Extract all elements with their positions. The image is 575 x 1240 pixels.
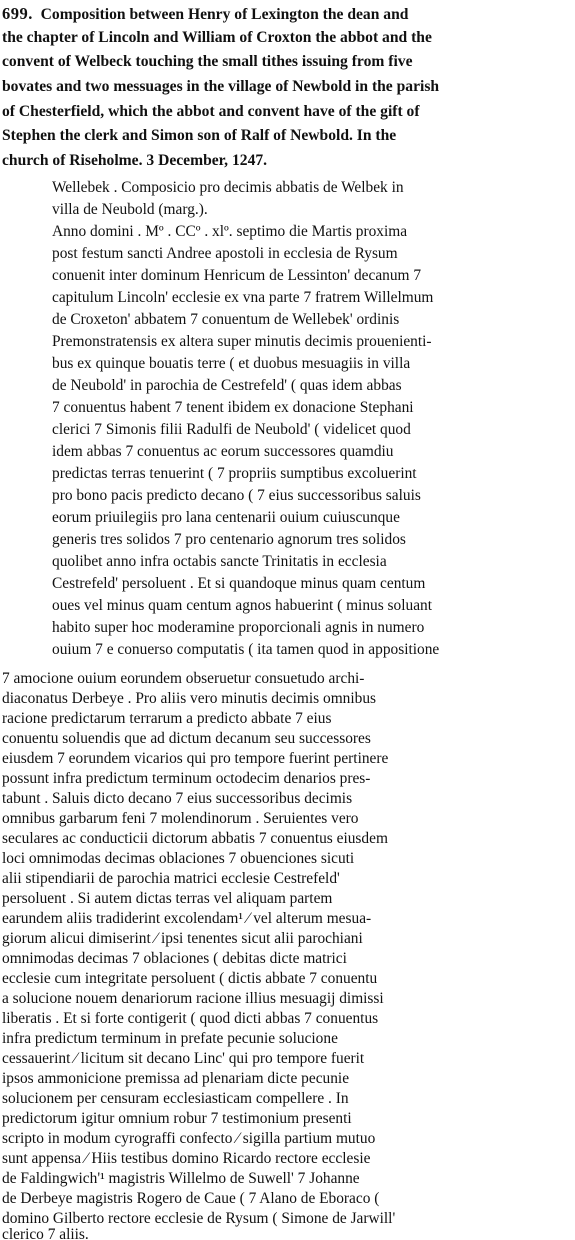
heading-line: the chapter of Lincoln and William of Croxton the abbot and the xyxy=(2,29,432,46)
text-line: giorum alicui dimiserint ⁄ ipsi tenentes sicut alii parochiani xyxy=(2,930,363,947)
text-line: persoluent . Si autem dictas terras vel aliquam partem xyxy=(2,890,333,907)
text-line: solucionem per censuram ecclesiasticam compellere . In xyxy=(2,1090,349,1107)
text-line: a solucione nouem denariorum racione illius mesuagij dimissi xyxy=(2,990,384,1007)
text-line: conuenit inter dominum Henricum de Lessinton' decanum 7 xyxy=(52,267,422,284)
heading-line: church of Riseholme. 3 December, 1247. xyxy=(2,152,268,169)
text-line: Premonstratensis ex altera super minutis decimis prouenienti- xyxy=(52,333,432,350)
text-line: de Neubold' in parochia de Cestrefeld' ( quas idem abbas xyxy=(52,377,402,394)
text-line: de Faldingwich'¹ magistris Willelmo de Suwell' 7 Johanne xyxy=(2,1170,360,1187)
text-line: quolibet anno infra octabis sancte Trinitatis in ecclesia xyxy=(52,553,387,570)
text-line: infra predictum terminum in prefate pecunie solucione xyxy=(2,1030,338,1047)
text-line: ouium 7 e conuerso computatis ( ita tamen quod in appositione xyxy=(52,641,440,658)
text-line: ipsos ammonicione premissa ad plenariam dicte pecunie xyxy=(2,1070,350,1087)
text-line: Cestrefeld' persoluent . Et si quandoque minus quam centum xyxy=(52,575,426,592)
text-line: alii stipendiarii de parochia matrici ecclesie Cestrefeld' xyxy=(2,870,340,887)
heading-line: 699. Composition between Henry of Lexington the dean and xyxy=(2,4,409,23)
text-line: eiusdem 7 eorundem vicarios qui pro tempore fuerint pertinere xyxy=(2,750,389,767)
text-line: 7 conuentus habent 7 tenent ibidem ex donacione Stephani xyxy=(52,399,414,416)
heading-line: of Chesterfield, which the abbot and convent have of the gift of xyxy=(2,103,420,120)
text-line: racione predictarum terrarum a predicto abbate 7 eius xyxy=(2,710,332,727)
text-line: Anno domini . Mº . CCº . xlº. septimo die Martis proxima xyxy=(52,223,408,240)
text-line: idem abbas 7 conuentus ac eorum successores quamdiu xyxy=(52,443,394,460)
text-line: post festum sancti Andree apostoli in ecclesia de Rysum xyxy=(52,245,398,262)
text-line: pro bono pacis predicto decano ( 7 eius successoribus saluis xyxy=(52,487,421,504)
text-line: Wellebek . Composicio pro decimis abbatis de Welbek in xyxy=(52,179,404,196)
text-line: eorum priuilegiis pro lana centenarii ouium cuiuscunque xyxy=(52,509,400,526)
text-line: seculares ac conducticii dictorum abbatis 7 conuentus eiusdem xyxy=(2,830,388,847)
text-line: omnibus garbarum feni 7 molendinorum . Seruientes vero xyxy=(2,810,359,827)
text-line: scripto in modum cyrograffi confecto ⁄ sigilla partium mutuo xyxy=(2,1130,376,1147)
text-line: clerico 7 aliis. xyxy=(2,1226,89,1240)
heading-line: Stephen the clerk and Simon son of Ralf of Newbold. In the xyxy=(2,127,397,144)
text-line: predictas terras tenuerint ( 7 propriis sumptibus excoluerint xyxy=(52,465,417,482)
text-line: loci omnimodas decimas oblaciones 7 obuenciones sicuti xyxy=(2,850,355,867)
text-line: generis tres solidos 7 pro centenario agnorum tres solidos xyxy=(52,531,406,548)
text-line: diaconatus Derbeye . Pro aliis vero minutis decimis omnibus xyxy=(2,690,377,707)
heading-line: convent of Welbeck touching the small tithes issuing from five xyxy=(2,53,413,70)
text-line: possunt infra predictum terminum octodecim denarios pres- xyxy=(2,770,371,787)
entry-number: 699. xyxy=(2,4,33,23)
text-line: conuentu soluendis que ad dictum decanum seu successores xyxy=(2,730,371,747)
text-line: tabunt . Saluis dicto decano 7 eius successoribus decimis xyxy=(2,790,353,807)
text-line: capitulum Lincoln' ecclesie ex vna parte 7 fratrem Willelmum xyxy=(52,289,434,306)
text-line: clerici 7 Simonis filii Radulfi de Neubold' ( videlicet quod xyxy=(52,421,411,438)
text-line: bus ex quinque bouatis terre ( et duobus mesuagiis in villa xyxy=(52,355,411,372)
text-line: villa de Neubold (marg.). xyxy=(52,201,208,218)
heading-line: bovates and two messuages in the village of Newbold in the parish xyxy=(2,78,440,95)
text-line: domino Gilberto rectore ecclesie de Rysum ( Simone de Jarwill' xyxy=(2,1210,396,1227)
text-line: ecclesie cum integritate persoluent ( dictis abbate 7 conuentu xyxy=(2,970,378,987)
text-line: liberatis . Et si forte contigerit ( quod dicti abbas 7 conuentus xyxy=(2,1010,379,1027)
text-line: habito super hoc moderamine proporcionali agnis in numero xyxy=(52,619,425,636)
text-line: 7 amocione ouium eorundem obseruetur consuetudo archi- xyxy=(2,670,365,687)
text-line: cessauerint ⁄ licitum sit decano Linc' qui pro tempore fuerit xyxy=(2,1050,365,1067)
text-line: predictorum igitur omnium robur 7 testimonium presenti xyxy=(2,1110,352,1127)
text-line: sunt appensa ⁄ Hiis testibus domino Ricardo rectore ecclesie xyxy=(2,1150,371,1167)
text-line: earundem aliis tradiderint excolendam¹ ⁄ vel alterum mesua- xyxy=(2,910,372,927)
text-line: de Derbeye magistris Rogero de Caue ( 7 Alano de Eboraco ( xyxy=(2,1190,380,1207)
text-line: de Croxeton' abbatem 7 conuentum de Wellebek' ordinis xyxy=(52,311,400,328)
text-line: oues vel minus quam centum agnos habuerint ( minus soluant xyxy=(52,597,433,614)
text-line: omnimodas decimas 7 oblaciones ( debitas dicte matrici xyxy=(2,950,347,967)
